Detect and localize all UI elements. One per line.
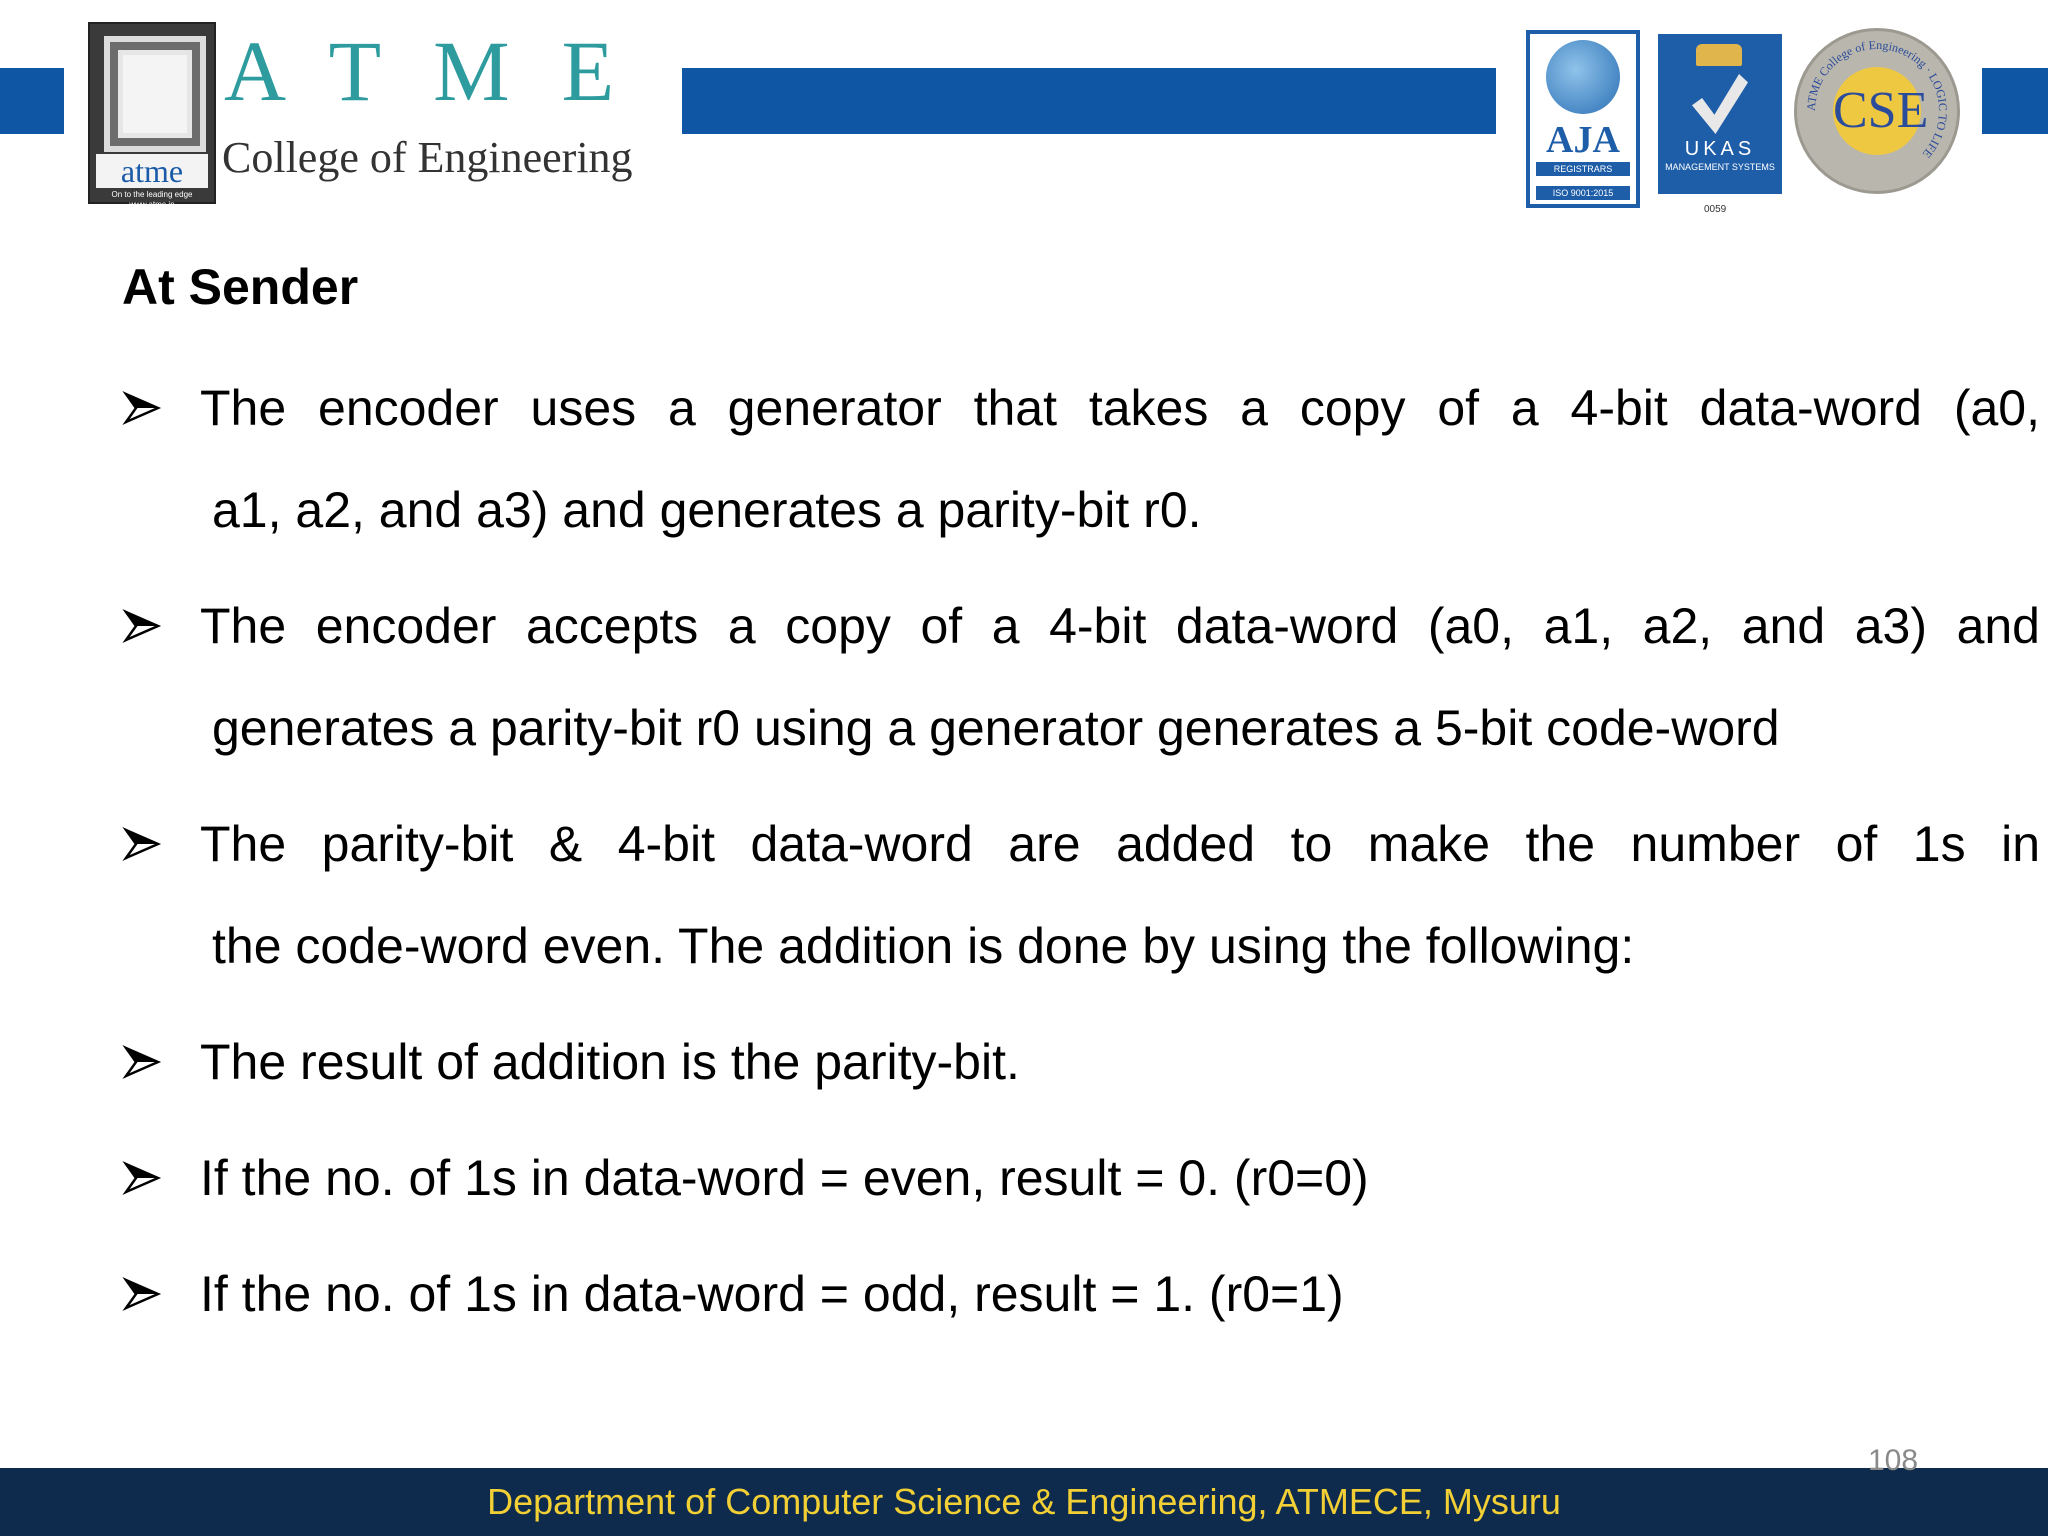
cse-logo-ring-text: ATME College of Engineering · LOGIC TO LIFE xyxy=(1803,37,1951,161)
ukas-certification-logo xyxy=(1658,34,1782,194)
arrow-bullet-icon xyxy=(122,388,162,428)
aja-logo-text: AJA xyxy=(1546,119,1620,161)
page-number: 108 xyxy=(1868,1444,1919,1477)
aja-logo-iso: ISO 9001:2015 xyxy=(1536,186,1630,200)
college-subtitle: College of Engineering xyxy=(222,133,633,182)
arrow-bullet-icon xyxy=(122,606,162,646)
arrow-bullet-icon xyxy=(122,1274,162,1314)
bullet-line-1: The result of addition is the parity-bit. xyxy=(200,1034,1020,1090)
bullet-line-1: If the no. of 1s in data-word = odd, result = 1. (r0=1) xyxy=(200,1266,1344,1322)
aja-certification-logo xyxy=(1526,30,1640,208)
atme-logo-tagline: On to the leading edge www.atme.in xyxy=(111,190,193,209)
arrow-bullet-icon xyxy=(122,824,162,864)
aja-logo-registrars: REGISTRARS xyxy=(1536,162,1630,176)
atme-logo-word: atme xyxy=(96,154,208,188)
atme-logo xyxy=(88,22,216,209)
footer-department: Department of Computer Science & Engineering, ATMECE, Mysuru xyxy=(487,1481,1561,1522)
arrow-bullet-icon xyxy=(122,1042,162,1082)
cse-logo-text: CSE xyxy=(1833,67,1921,155)
bullet-line-2: generates a parity-bit r0 using a generator generates a 5-bit code-word xyxy=(212,700,1780,756)
bullet-line-1: The encoder accepts a copy of a 4-bit data-word (a0, a1, a2, and a3) and xyxy=(200,598,2040,654)
bullet-line-2: the code-word even. The addition is done by using the following: xyxy=(212,918,1635,974)
header-band-left xyxy=(0,68,64,134)
ukas-logo-text: UKAS xyxy=(1684,138,1756,160)
bullet-line-1: The encoder uses a generator that takes a copy of a 4-bit data-word (a0, xyxy=(200,380,2040,436)
ukas-logo-number: 0059 xyxy=(1704,204,1727,215)
bullet-line-2: a1, a2, and a3) and generates a parity-bit r0. xyxy=(212,482,1202,538)
cse-department-logo xyxy=(1794,28,1960,194)
bullet-line-1: The parity-bit & 4-bit data-word are added to make the number of 1s in xyxy=(200,816,2040,872)
checkmark-icon xyxy=(1692,74,1748,134)
globe-icon xyxy=(1546,40,1620,114)
bullet-line-1: If the no. of 1s in data-word = even, result = 0. (r0=0) xyxy=(200,1150,1369,1206)
header-band-right xyxy=(1982,68,2048,134)
arrow-bullet-icon xyxy=(122,1158,162,1198)
slide-heading: At Sender xyxy=(122,259,359,315)
ukas-logo-subtext: MANAGEMENT SYSTEMS xyxy=(1665,162,1775,172)
atme-logo-frame xyxy=(104,36,206,152)
header-band-middle xyxy=(682,68,1496,134)
crown-icon xyxy=(1696,44,1742,66)
college-title: ATME xyxy=(224,23,667,119)
